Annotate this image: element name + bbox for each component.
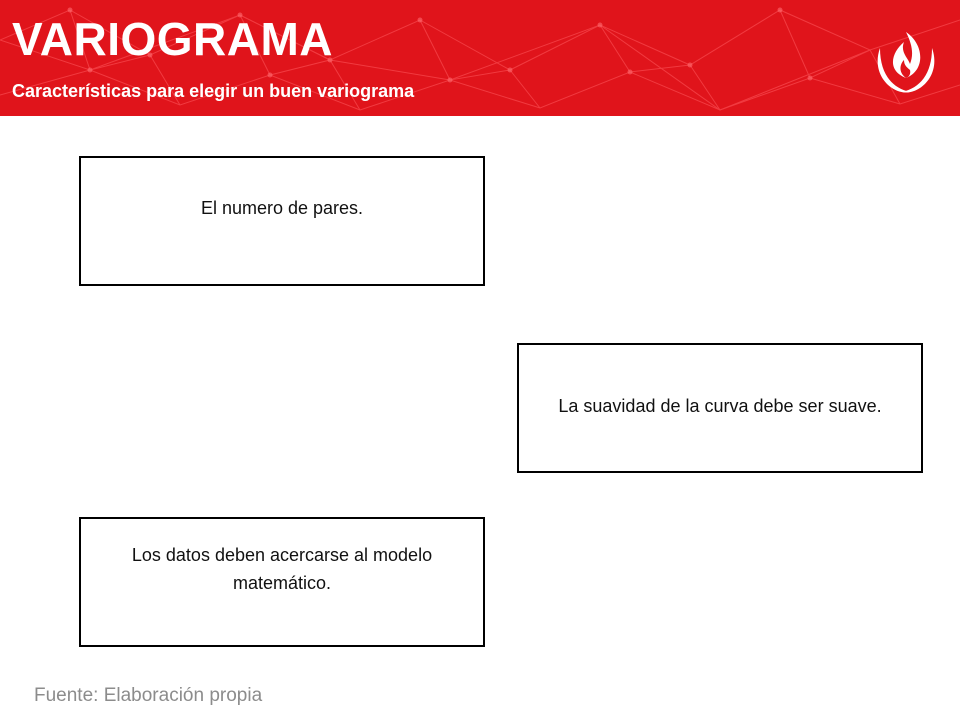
- slide-subtitle: Características para elegir un buen variograma: [12, 81, 415, 101]
- header-banner: [0, 0, 960, 116]
- slide-title: VARIOGRAMA: [12, 13, 334, 65]
- criterion-text: Los datos deben acercarse al modelo matemático.: [131, 545, 433, 593]
- criterion-box-model-fit: [79, 517, 485, 647]
- source-caption: Fuente: Elaboración propia: [34, 685, 263, 706]
- criterion-box-pairs: [79, 156, 485, 286]
- criterion-text: La suavidad de la curva debe ser suave.: [558, 396, 882, 416]
- criterion-box-smoothness: [517, 343, 923, 473]
- flame-logo-icon: [866, 18, 946, 98]
- criterion-text: El numero de pares.: [200, 198, 364, 218]
